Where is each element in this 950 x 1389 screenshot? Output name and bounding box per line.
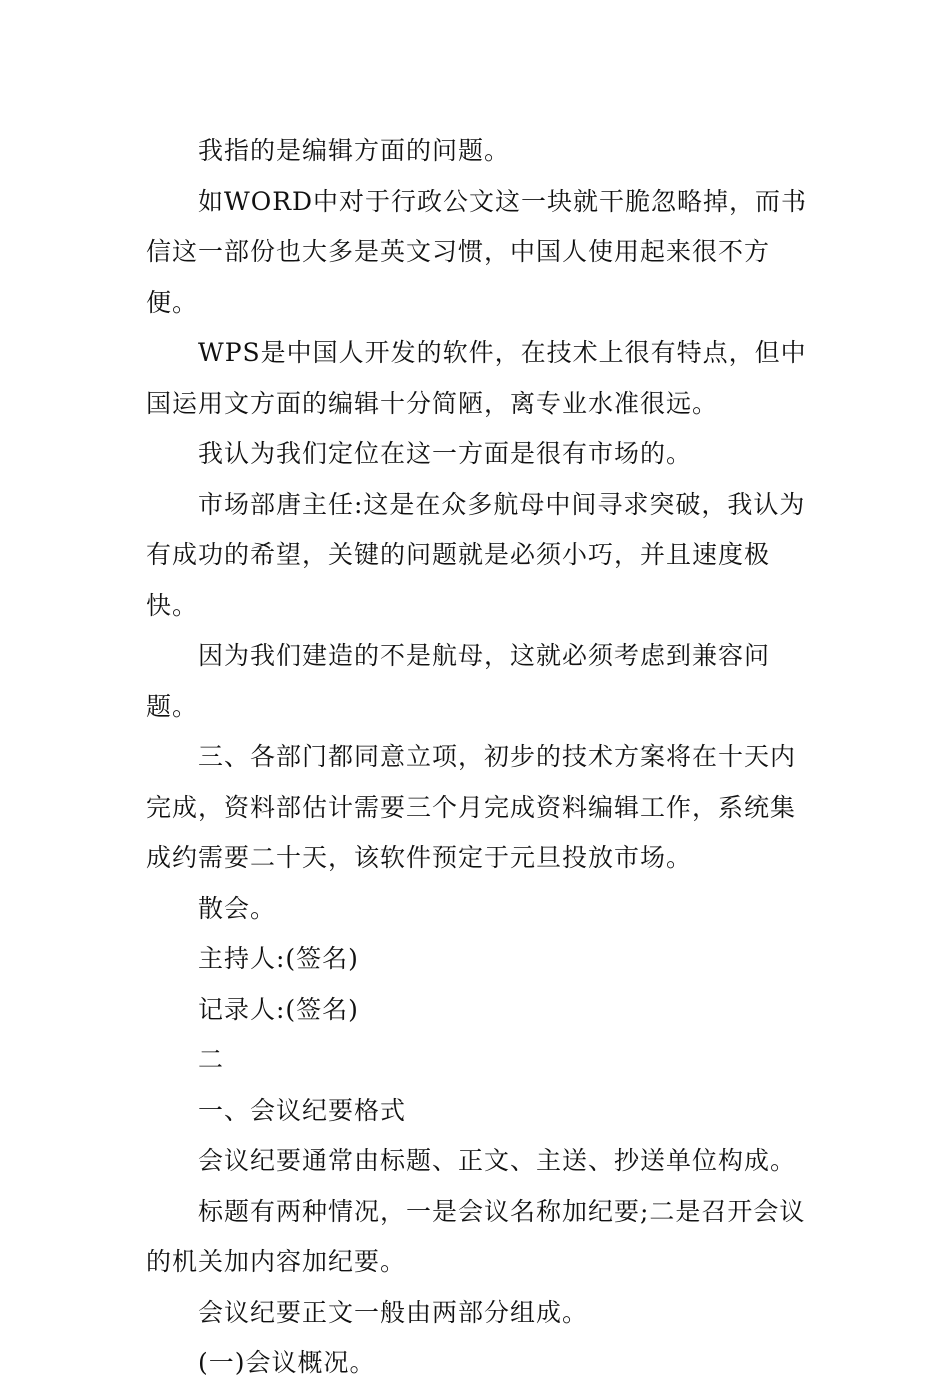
paragraph-market-positioning: 我认为我们定位在这一方面是很有市场的。 bbox=[198, 439, 693, 468]
heading-minutes-format: 一、会议纪要格式 bbox=[198, 1095, 407, 1125]
paragraph-adjourned: 散会。 bbox=[198, 893, 277, 923]
paragraph-body-structure: 会议纪要正文一般由两部分组成。 bbox=[198, 1297, 589, 1327]
section-number-two: 二 bbox=[198, 1045, 225, 1074]
paragraph-recorder-signature: 记录人:(签名) bbox=[198, 994, 359, 1024]
paragraph-meeting-overview: (一)会议概况。 bbox=[198, 1348, 376, 1377]
paragraph-marketing-director-comment: 市场部唐主任:这是在众多航母中间寻求突破，我认为有成功的希望，关键的问题就是必须小巧，并且速度极快。 bbox=[146, 489, 806, 620]
paragraph-project-approval: 三、各部门都同意立项，初步的技术方案将在十天内完成，资料部估计需要三个月完成资料编辑工作，系统集成约需要二十天，该软件预定于元旦投放市场。 bbox=[146, 742, 797, 872]
paragraph-minutes-composition: 会议纪要通常由标题、正文、主送、抄送单位构成。 bbox=[198, 1146, 797, 1175]
paragraph-title-types: 标题有两种情况，一是会议名称加纪要;二是召开会议的机关加内容加纪要。 bbox=[146, 1196, 806, 1276]
paragraph-host-signature: 主持人:(签名) bbox=[198, 944, 359, 973]
document-body bbox=[146, 126, 808, 1389]
paragraph-word-shortcomings: 如WORD中对于行政公文这一块就干脆忽略掉，而书信这一部份也大多是英文习惯，中国人使用起来很不方便。 bbox=[146, 186, 808, 317]
paragraph-wps-note: WPS是中国人开发的软件，在技术上很有特点，但中国运用文方面的编辑十分简陋，离专业水准很远。 bbox=[146, 338, 807, 418]
paragraph-editing-issue: 我指的是编辑方面的问题。 bbox=[198, 136, 511, 165]
paragraph-compatibility: 因为我们建造的不是航母，这就必须考虑到兼容问题。 bbox=[146, 641, 771, 721]
